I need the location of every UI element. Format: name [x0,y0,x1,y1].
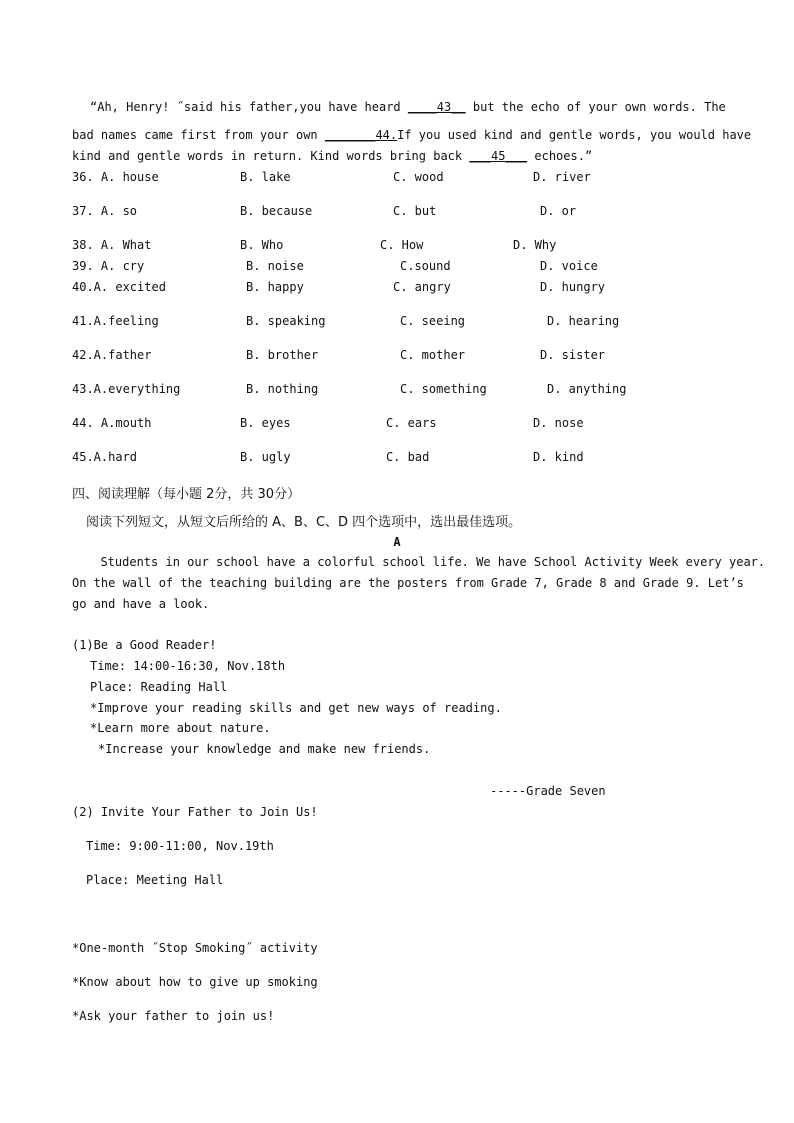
poster-bullet: *Ask your father to join us! [72,1009,275,1023]
passage-letter: A [393,535,401,549]
option-d: D. Why [513,238,557,252]
option-b: B. brother [246,348,319,362]
blank-45: ___45___ [469,149,528,163]
option-b: B. noise [246,259,304,273]
passage-text: but the echo of your own words. The [465,100,726,114]
passage-text: echoes.” [527,149,593,163]
option-d: D. hearing [547,314,620,328]
option-c: C. wood [393,170,444,184]
option-b: B. nothing [246,382,319,396]
option-c: C. bad [386,450,430,464]
question-36: 36. A. house [72,170,159,184]
blank-44: _______44. [324,128,398,142]
question-45: 45.A.hard [72,450,138,464]
option-b: B. lake [240,170,291,184]
question-42: 42.A.father [72,348,152,362]
intro-line-2: On the wall of the teaching building are the posters from Grade 7, Grade 8 and Grade 9. Let’s [72,576,744,590]
option-c: C. but [393,204,437,218]
passage-line-1 [90,100,726,114]
intro-line-1: Students in our school have a colorful school life. We have School Activity Week every year. [86,555,766,569]
question-40: 40.A. excited [72,280,166,294]
option-c: C. angry [393,280,451,294]
option-d: D. anything [547,382,627,396]
option-d: D. hungry [540,280,606,294]
option-b: B. ugly [240,450,291,464]
option-d: D. river [533,170,591,184]
question-41: 41.A.feeling [72,314,159,328]
poster-bullet: *Improve your reading skills and get new ways of reading. [90,701,502,715]
option-d: D. kind [533,450,584,464]
option-d: D. voice [540,259,598,273]
poster-place: Place: Meeting Hall [86,873,224,887]
option-c: C.sound [400,259,451,273]
poster-title: (1)Be a Good Reader! [72,638,217,652]
option-d: D. nose [533,416,584,430]
poster-time: Time: 14:00-16:30, Nov.18th [90,659,286,673]
option-b: B. happy [246,280,304,294]
option-b: B. because [240,204,313,218]
option-c: C. How [380,238,424,252]
question-39: 39. A. cry [72,259,145,273]
section-instruction: 阅读下列短文，从短文后所给的 A、B、C、D 四个选项中，选出最佳选项。 [86,515,522,530]
option-b: B. speaking [246,314,326,328]
poster-bullet: *One-month ˝Stop Smoking˝ activity [72,941,318,955]
passage-text: “Ah, Henry! ˝said his father,you have heard [90,100,408,114]
poster-bullet: *Increase your knowledge and make new friends. [98,742,431,756]
option-c: C. seeing [400,314,466,328]
passage-text: bad names came first from your own [72,128,325,142]
blank-43: ____43__ [407,100,466,114]
passage-text: kind and gentle words in return. Kind words bring back [72,149,470,163]
poster-bullet: *Know about how to give up smoking [72,975,318,989]
passage-text: If you used kind and gentle words, you would have [397,128,752,142]
question-43: 43.A.everything [72,382,181,396]
poster-time: Time: 9:00-11:00, Nov.19th [86,839,274,853]
passage-line-2 [72,128,751,142]
poster-title: (2) Invite Your Father to Join Us! [72,805,318,819]
question-38: 38. A. What [72,238,152,252]
passage-line-3 [72,149,592,163]
option-b: B. eyes [240,416,291,430]
option-c: C. mother [400,348,466,362]
option-d: D. or [540,204,577,218]
intro-line-3: go and have a look. [72,597,210,611]
option-d: D. sister [540,348,606,362]
option-c: C. ears [386,416,437,430]
option-b: B. Who [240,238,284,252]
poster-signature: -----Grade Seven [490,784,606,798]
section-title: 四、阅读理解（每小题 2分，共 30分） [72,487,301,502]
question-44: 44. A.mouth [72,416,152,430]
question-37: 37. A. so [72,204,138,218]
option-c: C. something [400,382,487,396]
poster-bullet: *Learn more about nature. [90,721,271,735]
poster-place: Place: Reading Hall [90,680,228,694]
